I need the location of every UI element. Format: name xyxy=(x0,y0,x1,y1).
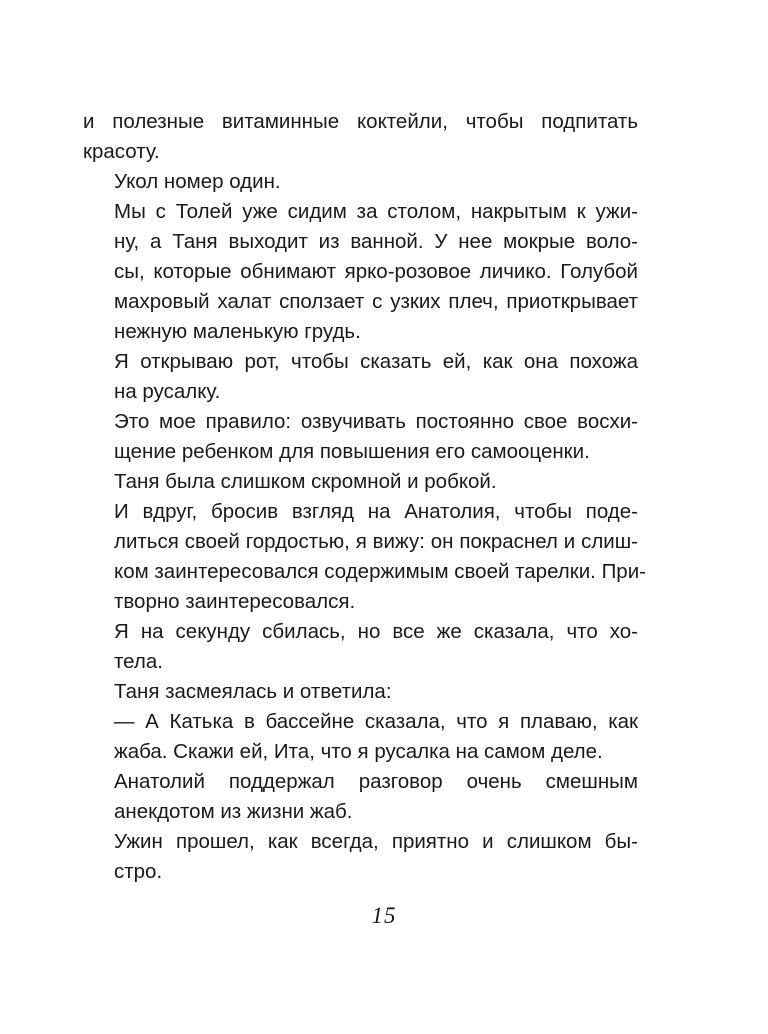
paragraph xyxy=(83,707,638,767)
paragraph xyxy=(83,347,638,407)
text-line: и полезные витаминные коктейли, чтобы подпитать xyxy=(83,110,638,133)
paragraph xyxy=(83,827,638,887)
text-line: махровый халат сползает с узких плеч, приоткрывает xyxy=(114,290,638,313)
text-line: — А Катька в бассейне сказала, что я плаваю, как xyxy=(114,710,638,733)
text-line: щение ребенком для повышения его самооценки. xyxy=(114,440,590,463)
body-text xyxy=(83,107,646,887)
text-line: красоту. xyxy=(83,140,160,163)
paragraph xyxy=(83,467,638,497)
text-line: И вдруг, бросив взгляд на Анатолия, чтобы поде- xyxy=(114,500,638,523)
text-line: Анатолий поддержал разговор очень смешным xyxy=(114,770,638,793)
text-line: тела. xyxy=(114,650,163,673)
text-line: Таня засмеялась и ответила: xyxy=(114,680,392,703)
text-line: ком заинтересовался содержимым своей тарелки. При- xyxy=(114,560,646,583)
text-line: ну, а Таня выходит из ванной. У нее мокрые воло- xyxy=(114,230,638,253)
text-line: творно заинтересовался. xyxy=(114,590,356,613)
page-number: 15 xyxy=(371,903,397,928)
text-line: литься своей гордостью, я вижу: он покраснел и слиш- xyxy=(114,530,638,553)
text-line: Ужин прошел, как всегда, приятно и слишком бы- xyxy=(114,830,638,853)
paragraph xyxy=(83,197,638,347)
paragraph xyxy=(83,677,638,707)
text-line: Я на секунду сбилась, но все же сказала, что хо- xyxy=(114,620,638,643)
text-line: на русалку. xyxy=(114,380,221,403)
text-line: анекдотом из жизни жаб. xyxy=(114,800,353,823)
text-line: Укол номер один. xyxy=(114,170,281,193)
text-line: нежную маленькую грудь. xyxy=(114,320,361,343)
text-line: жаба. Скажи ей, Ита, что я русалка на самом деле. xyxy=(114,740,603,763)
text-line: сы, которые обнимают ярко-розовое личико. Голубой xyxy=(114,260,638,283)
paragraph xyxy=(83,617,638,677)
paragraph xyxy=(83,407,638,467)
paragraph xyxy=(83,497,646,617)
paragraph xyxy=(83,767,638,827)
paragraph xyxy=(83,167,638,197)
text-line: стро. xyxy=(114,860,163,883)
text-line: Мы с Толей уже сидим за столом, накрытым к ужи- xyxy=(114,200,638,223)
paragraph xyxy=(83,107,638,167)
text-line: Я открываю рот, чтобы сказать ей, как она похожа xyxy=(114,350,638,373)
text-line: Это мое правило: озвучивать постоянно свое восхи- xyxy=(114,410,638,433)
text-line: Таня была слишком скромной и робкой. xyxy=(114,470,497,493)
